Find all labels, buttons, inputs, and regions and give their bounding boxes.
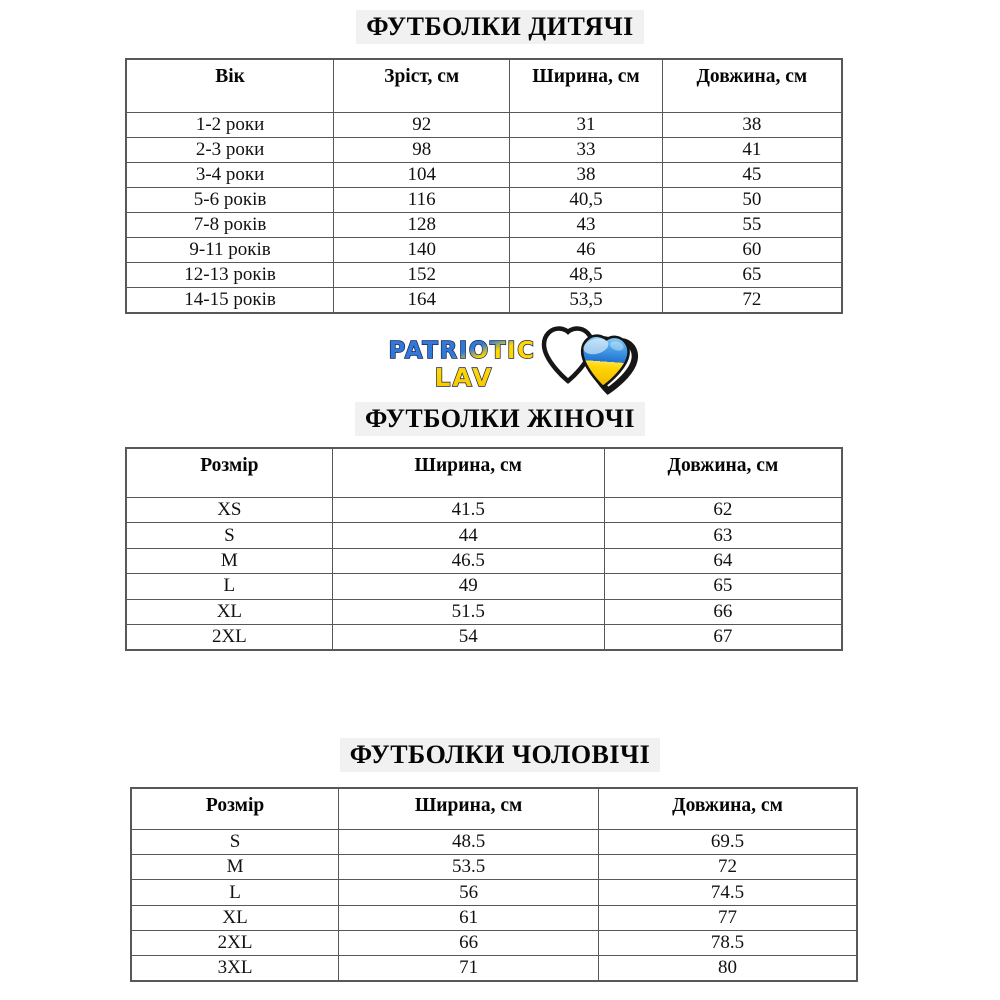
table-cell: 46 — [510, 238, 663, 263]
patriotic-lav-logo — [360, 316, 660, 408]
table-cell: 66 — [604, 599, 842, 624]
table-header-row — [126, 59, 842, 113]
table-row — [131, 855, 857, 880]
column-header: Довжина, см — [662, 59, 842, 113]
table-cell: 72 — [662, 288, 842, 314]
size-table-women — [125, 447, 843, 651]
column-header: Ширина, см — [339, 788, 599, 830]
table-cell: 12-13 років — [126, 263, 334, 288]
logo-graphic — [360, 316, 660, 408]
table-cell: 43 — [510, 213, 663, 238]
table-cell: 2-3 роки — [126, 138, 334, 163]
table-cell: 63 — [604, 523, 842, 548]
table-cell: L — [131, 880, 339, 905]
table-cell: 45 — [662, 163, 842, 188]
table-cell: 49 — [332, 574, 604, 599]
table-cell: 80 — [599, 955, 857, 981]
table-cell: 2XL — [131, 930, 339, 955]
table-cell: 164 — [334, 288, 510, 314]
section-title-children-text: ФУТБОЛКИ ДИТЯЧІ — [356, 10, 644, 44]
table-row — [131, 880, 857, 905]
table-cell: 31 — [510, 113, 663, 138]
table-row — [126, 138, 842, 163]
table-cell: 152 — [334, 263, 510, 288]
table-row — [126, 574, 842, 599]
table-cell: 92 — [334, 113, 510, 138]
table-cell: 41 — [662, 138, 842, 163]
table-row — [126, 523, 842, 548]
column-header: Зріст, см — [334, 59, 510, 113]
table-cell: 53,5 — [510, 288, 663, 314]
table-row — [126, 213, 842, 238]
column-header: Розмір — [126, 448, 332, 498]
logo-text-patriotic: PATRIOTIC — [388, 338, 536, 364]
size-table-men — [130, 787, 858, 982]
table-row — [131, 955, 857, 981]
table-cell: 5-6 років — [126, 188, 334, 213]
table-cell: 104 — [334, 163, 510, 188]
table-cell: 140 — [334, 238, 510, 263]
table-cell: 98 — [334, 138, 510, 163]
table-header-row — [131, 788, 857, 830]
table-row — [131, 930, 857, 955]
table-cell: XL — [126, 599, 332, 624]
column-header: Довжина, см — [604, 448, 842, 498]
table-row — [126, 163, 842, 188]
table-row — [126, 599, 842, 624]
size-table-children — [125, 58, 843, 314]
table-cell: 64 — [604, 548, 842, 573]
table-cell: 60 — [662, 238, 842, 263]
table-cell: 77 — [599, 905, 857, 930]
section-title-children — [0, 6, 1000, 44]
table-row — [126, 624, 842, 650]
table-cell: 44 — [332, 523, 604, 548]
table-cell: 65 — [604, 574, 842, 599]
table-row — [131, 830, 857, 855]
table-cell: 48.5 — [339, 830, 599, 855]
table-cell: 55 — [662, 213, 842, 238]
table-cell: 65 — [662, 263, 842, 288]
table-row — [126, 113, 842, 138]
table-cell: 71 — [339, 955, 599, 981]
table-cell: 2XL — [126, 624, 332, 650]
table-cell: 14-15 років — [126, 288, 334, 314]
table-cell: 72 — [599, 855, 857, 880]
column-header: Ширина, см — [510, 59, 663, 113]
table-cell: 9-11 років — [126, 238, 334, 263]
table-row — [126, 288, 842, 314]
table-cell: 38 — [662, 113, 842, 138]
table-row — [126, 188, 842, 213]
table-cell: L — [126, 574, 332, 599]
table-cell: 48,5 — [510, 263, 663, 288]
logo-text-lav: LAV — [434, 363, 494, 392]
table-row — [131, 905, 857, 930]
section-title-men — [0, 734, 1000, 772]
table-row — [126, 238, 842, 263]
table-cell: 116 — [334, 188, 510, 213]
table-cell: 69.5 — [599, 830, 857, 855]
table-cell: 40,5 — [510, 188, 663, 213]
table-cell: 61 — [339, 905, 599, 930]
table-cell: M — [126, 548, 332, 573]
table-cell: 3XL — [131, 955, 339, 981]
table-cell: 78.5 — [599, 930, 857, 955]
table-row — [126, 263, 842, 288]
table-cell: 3-4 роки — [126, 163, 334, 188]
table-row — [126, 498, 842, 523]
table-cell: M — [131, 855, 339, 880]
table-cell: 51.5 — [332, 599, 604, 624]
table-cell: 128 — [334, 213, 510, 238]
section-title-women-text: ФУТБОЛКИ ЖІНОЧІ — [355, 402, 645, 436]
table-cell: XS — [126, 498, 332, 523]
table-cell: 62 — [604, 498, 842, 523]
table-cell: 38 — [510, 163, 663, 188]
table-cell: 54 — [332, 624, 604, 650]
table-cell: XL — [131, 905, 339, 930]
table-cell: 56 — [339, 880, 599, 905]
section-title-men-text: ФУТБОЛКИ ЧОЛОВІЧІ — [340, 738, 660, 772]
column-header: Вік — [126, 59, 334, 113]
table-cell: 53.5 — [339, 855, 599, 880]
section-title-women — [0, 398, 1000, 436]
table-cell: 7-8 років — [126, 213, 334, 238]
table-cell: 74.5 — [599, 880, 857, 905]
table-cell: 67 — [604, 624, 842, 650]
table-cell: 41.5 — [332, 498, 604, 523]
table-cell: 50 — [662, 188, 842, 213]
table-row — [126, 548, 842, 573]
table-cell: 66 — [339, 930, 599, 955]
table-header-row — [126, 448, 842, 498]
table-cell: 1-2 роки — [126, 113, 334, 138]
column-header: Ширина, см — [332, 448, 604, 498]
table-cell: 46.5 — [332, 548, 604, 573]
table-cell: 33 — [510, 138, 663, 163]
table-cell: S — [131, 830, 339, 855]
table-cell: S — [126, 523, 332, 548]
column-header: Довжина, см — [599, 788, 857, 830]
column-header: Розмір — [131, 788, 339, 830]
